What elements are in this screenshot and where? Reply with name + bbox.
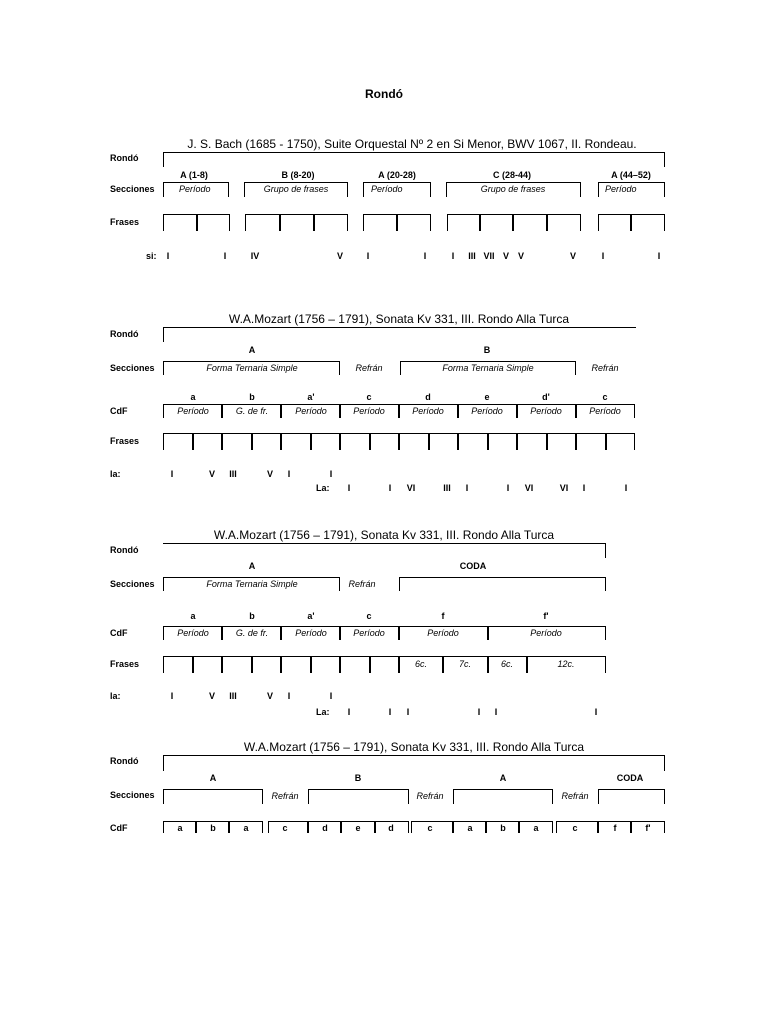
frase-box (252, 656, 281, 673)
frase-box (222, 656, 252, 673)
degree: V (266, 691, 274, 701)
cdf-letter: f (613, 823, 617, 833)
frase-box (447, 214, 480, 231)
degree: I (166, 251, 170, 261)
frase-box (576, 433, 606, 450)
frase-box (397, 214, 431, 231)
frase-content: 7c. (458, 659, 472, 669)
degree: I (477, 707, 481, 717)
frase-box (314, 214, 348, 231)
row-label-frases: Frases (110, 436, 140, 446)
degree: IV (250, 251, 260, 261)
degree: I (657, 251, 661, 261)
frase-box (197, 214, 230, 231)
section-content: Grupo de frases (263, 184, 329, 194)
section-content: Refrán (271, 791, 299, 801)
cdf-letter: f (441, 611, 445, 621)
row-label-key2: La: (316, 483, 330, 493)
degree: V (266, 469, 274, 479)
section-box (598, 789, 665, 804)
frase-box (340, 433, 370, 450)
rondo-bracket (163, 755, 665, 771)
rondo-line (163, 543, 606, 544)
degree: I (170, 469, 174, 479)
cdf-content: Período (353, 406, 385, 416)
frase-box (281, 656, 311, 673)
cdf-letter: d' (542, 392, 550, 402)
section-content: Período (605, 184, 637, 194)
cdf-letter: b (210, 823, 216, 833)
row-label-key: si: (146, 251, 157, 261)
cdf-letter: c (427, 823, 433, 833)
degree: I (347, 707, 351, 717)
section-box (399, 577, 606, 591)
row-label-secciones: Secciones (110, 790, 155, 800)
frase-content: 12c. (557, 659, 575, 669)
frase-box (245, 214, 280, 231)
frase-box (193, 433, 222, 450)
degree: I (223, 251, 227, 261)
cdf-content: Período (177, 406, 209, 416)
cdf-content: Período (471, 406, 503, 416)
row-label-frases: Frases (110, 217, 140, 227)
degree: V (208, 691, 216, 701)
frase-box (399, 433, 429, 450)
section-label: C (28-44) (492, 170, 532, 180)
frase-box (311, 433, 340, 450)
cdf-letter: b (500, 823, 506, 833)
row-label-cdf: CdF (110, 628, 128, 638)
cdf-letter: a (190, 611, 196, 621)
big-section-label: A (209, 773, 217, 783)
section-content: Refrán (591, 363, 619, 373)
section-label: A (44–52) (611, 170, 651, 180)
section-label: B (8-20) (281, 170, 315, 180)
frase-box (370, 656, 399, 673)
frase-box (311, 656, 340, 673)
degree: VI (524, 483, 534, 493)
frase-box (480, 214, 513, 231)
cdf-letter: a (533, 823, 539, 833)
degree: I (601, 251, 605, 261)
frase-box (631, 214, 665, 231)
degree: I (388, 707, 392, 717)
degree: VI (406, 483, 416, 493)
frase-box (280, 214, 314, 231)
section-content: Forma Ternaria Simple (206, 579, 298, 589)
row-label-key: la: (110, 469, 121, 479)
cdf-letter: e (484, 392, 490, 402)
cdf-content: Período (177, 628, 209, 638)
cdf-content: Período (530, 406, 562, 416)
cdf-letter: a (243, 823, 249, 833)
frase-box (429, 433, 458, 450)
frase-box (547, 433, 576, 450)
cdf-letter: c (366, 611, 372, 621)
degree: I (388, 483, 392, 493)
section-content: Período (371, 184, 403, 194)
section-content: Refrán (561, 791, 589, 801)
big-section-label: B (483, 345, 491, 355)
big-section-label: CODA (616, 773, 644, 783)
section-label: A (1-8) (180, 170, 208, 180)
section-content: Grupo de frases (480, 184, 546, 194)
row-label-secciones: Secciones (110, 363, 155, 373)
degree: I (366, 251, 370, 261)
degree: I (624, 483, 628, 493)
frase-box (488, 433, 517, 450)
cdf-letter: a' (307, 392, 315, 402)
section-heading: W.A.Mozart (1756 – 1791), Sonata Kv 331, III. Rondo Alla Turca (213, 528, 555, 542)
big-section-label: A (248, 561, 256, 571)
degree: I (494, 707, 498, 717)
section-content: Forma Ternaria Simple (442, 363, 534, 373)
degree: I (329, 469, 333, 479)
rondo-line-tick (605, 543, 606, 558)
cdf-content: Período (295, 628, 327, 638)
frase-box (513, 214, 547, 231)
section-box (453, 789, 553, 804)
degree: V (517, 251, 525, 261)
row-label-key: la: (110, 691, 121, 701)
section-content: Refrán (348, 579, 376, 589)
degree: I (347, 483, 351, 493)
section-content: Refrán (416, 791, 444, 801)
cdf-content: G. de fr. (235, 406, 269, 416)
degree: I (287, 691, 291, 701)
frase-box (598, 214, 631, 231)
frase-box (222, 433, 252, 450)
cdf-letter: e (355, 823, 361, 833)
cdf-letter: d (425, 392, 431, 402)
degree: I (451, 251, 455, 261)
rondo-bracket (163, 152, 665, 167)
row-label-rondo: Rondó (110, 329, 139, 339)
degree: I (594, 707, 598, 717)
cdf-letter: d (322, 823, 328, 833)
cdf-content: Período (427, 628, 459, 638)
row-label-rondo: Rondó (110, 153, 139, 163)
big-section-label: A (499, 773, 507, 783)
cdf-letter: b (249, 392, 255, 402)
section-heading: J. S. Bach (1685 - 1750), Suite Orquestal Nº 2 en Si Menor, BWV 1067, II. Rondeau. (187, 137, 637, 151)
cdf-letter: c (366, 392, 372, 402)
cdf-box (268, 821, 308, 833)
big-section-label: CODA (459, 561, 487, 571)
degree: I (506, 483, 510, 493)
cdf-content: G. de fr. (235, 628, 269, 638)
row-label-secciones: Secciones (110, 184, 155, 194)
frase-box (370, 433, 399, 450)
section-content: Forma Ternaria Simple (206, 363, 298, 373)
frase-box (458, 433, 488, 450)
cdf-content: Período (412, 406, 444, 416)
row-label-key2: La: (316, 707, 330, 717)
degree: I (329, 691, 333, 701)
degree: I (582, 483, 586, 493)
frase-box (252, 433, 281, 450)
rondo-line (163, 327, 636, 328)
section-content: Refrán (355, 363, 383, 373)
degree: I (287, 469, 291, 479)
degree: V (208, 469, 216, 479)
cdf-letter: f' (543, 611, 549, 621)
cdf-content: Período (295, 406, 327, 416)
cdf-letter: a (190, 392, 196, 402)
frase-box (340, 656, 370, 673)
degree: I (170, 691, 174, 701)
section-label: A (20-28) (378, 170, 416, 180)
frase-box (163, 433, 193, 450)
rondo-line-tick (163, 327, 164, 342)
section-box (308, 789, 409, 804)
degree: III (468, 251, 476, 261)
degree: I (423, 251, 427, 261)
degree: V (569, 251, 577, 261)
cdf-letter: a' (307, 611, 315, 621)
section-heading: W.A.Mozart (1756 – 1791), Sonata Kv 331, III. Rondo Alla Turca (243, 740, 585, 754)
frase-box (193, 656, 222, 673)
degree: III (443, 483, 451, 493)
cdf-letter: b (249, 611, 255, 621)
row-label-rondo: Rondó (110, 756, 139, 766)
frase-content: 6c. (414, 659, 428, 669)
degree: V (502, 251, 510, 261)
row-label-cdf: CdF (110, 406, 128, 416)
cdf-letter: c (602, 392, 608, 402)
cdf-content: Período (530, 628, 562, 638)
degree: V (336, 251, 344, 261)
row-label-rondo: Rondó (110, 545, 139, 555)
frase-box (163, 214, 197, 231)
degree: I (406, 707, 410, 717)
cdf-letter: c (572, 823, 578, 833)
cdf-letter: c (282, 823, 288, 833)
frase-box (363, 214, 397, 231)
degree: VI (559, 483, 569, 493)
section-heading: W.A.Mozart (1756 – 1791), Sonata Kv 331, III. Rondo Alla Turca (228, 312, 570, 326)
cdf-content: Período (589, 406, 621, 416)
frase-box (517, 433, 547, 450)
row-label-secciones: Secciones (110, 579, 155, 589)
frase-box (163, 656, 193, 673)
cdf-letter: a (177, 823, 183, 833)
row-label-cdf: CdF (110, 823, 128, 833)
cdf-letter: d (388, 823, 394, 833)
cdf-letter: a (467, 823, 473, 833)
row-label-frases: Frases (110, 659, 140, 669)
cdf-letter: f' (645, 823, 651, 833)
frase-box (547, 214, 581, 231)
degree: III (229, 691, 237, 701)
degree: III (229, 469, 237, 479)
section-box (163, 789, 263, 804)
degree: I (465, 483, 469, 493)
frase-box (281, 433, 311, 450)
frase-content: 6c. (500, 659, 514, 669)
cdf-content: Período (353, 628, 385, 638)
big-section-label: B (354, 773, 362, 783)
frase-box (606, 433, 635, 450)
section-content: Período (179, 184, 211, 194)
big-section-label: A (248, 345, 256, 355)
degree: VII (483, 251, 495, 261)
